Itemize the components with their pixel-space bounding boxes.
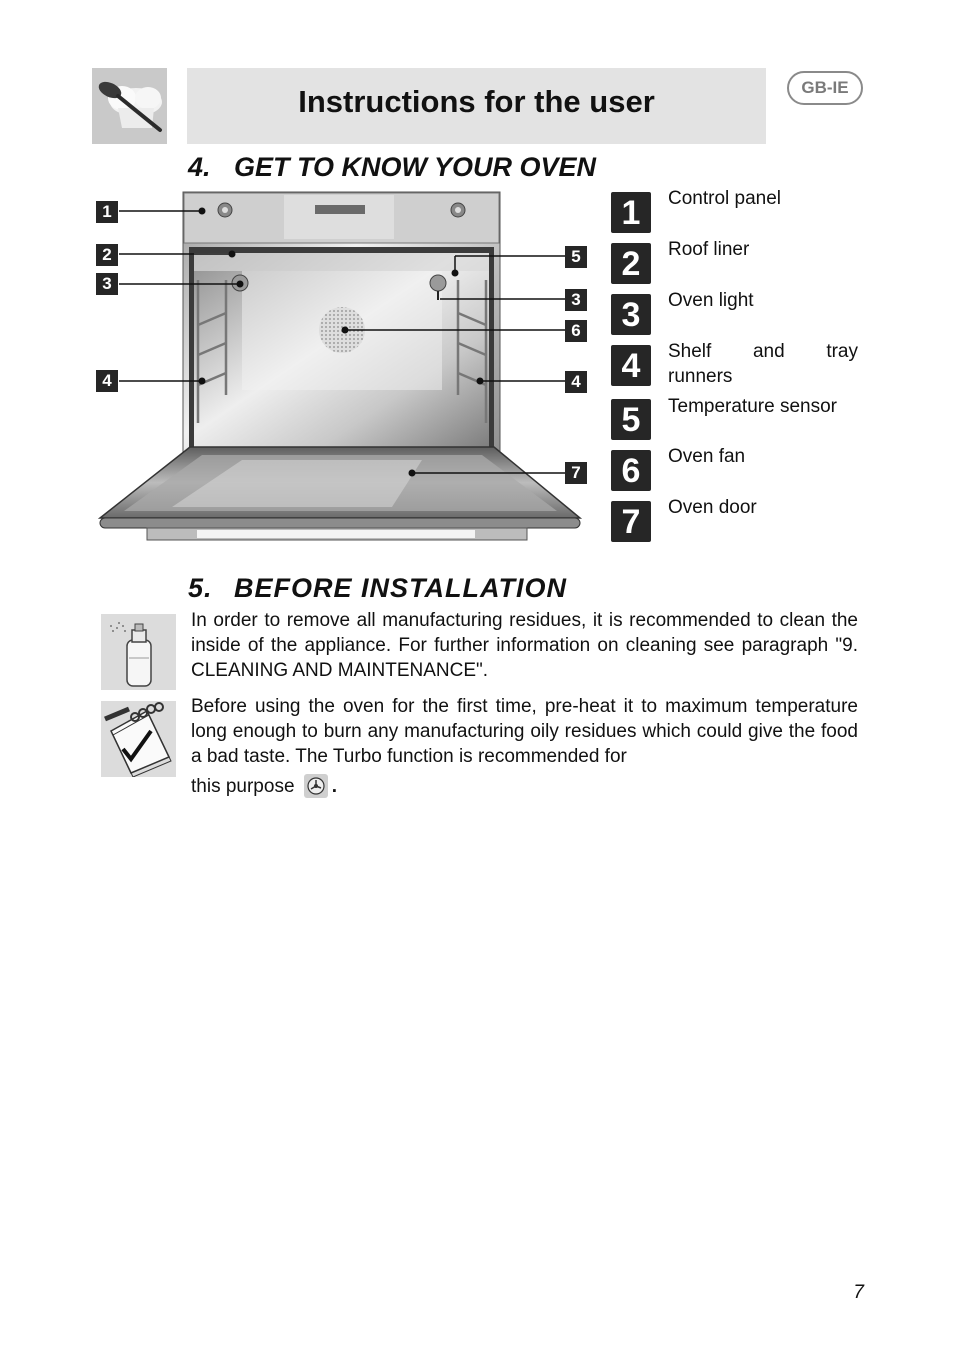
- legend-label-oven-door: Oven door: [668, 497, 757, 518]
- legend-number-1: 1: [611, 192, 651, 233]
- section-5-title: [188, 573, 567, 604]
- oven-diagram: [92, 185, 602, 545]
- callout-1: 1: [96, 201, 118, 223]
- legend-label-shelf-runners-line1: Shelf and tray: [668, 341, 858, 362]
- legend-label-oven-fan: Oven fan: [668, 446, 746, 467]
- callout-6: 6: [565, 320, 587, 342]
- legend-number-5: 5: [611, 399, 651, 440]
- chef-spoon-logo-icon: [92, 68, 167, 144]
- callout-7: 7: [565, 462, 587, 484]
- section-4-heading: GET TO KNOW YOUR OVEN: [234, 152, 597, 182]
- paragraph-preheat-period: .: [331, 776, 338, 797]
- paragraph-preheat-end-text: this purpose: [191, 776, 295, 797]
- callout-4-left: 4: [96, 370, 118, 392]
- legend-number-3: 3: [611, 294, 651, 335]
- notepad-check-icon: [101, 701, 176, 777]
- section-4-title: [188, 152, 596, 183]
- legend-label-roof-liner: Roof liner: [668, 239, 750, 260]
- callout-4-right: 4: [565, 371, 587, 393]
- callout-3-right: 3: [565, 289, 587, 311]
- section-5-heading: BEFORE INSTALLATION: [234, 573, 567, 603]
- section-5-number: 5.: [188, 573, 213, 603]
- callout-5: 5: [565, 246, 587, 268]
- language-badge: GB-IE: [787, 71, 863, 105]
- legend-label-control-panel: Control panel: [668, 188, 782, 209]
- spray-bottle-icon: [101, 614, 176, 690]
- legend-number-7: 7: [611, 501, 651, 542]
- legend-label-temperature-sensor: Temperature sensor: [668, 396, 837, 417]
- paragraph-preheat: Before using the oven for the first time, pre-heat it to maximum temperature long enough to burn any manufacturing oily residues which could give the food a bad taste. The Turbo function is recommended for: [191, 696, 858, 767]
- legend-label-shelf-runners-line2: runners: [668, 366, 733, 387]
- page-number: 7: [853, 1282, 864, 1303]
- callout-2: 2: [96, 244, 118, 266]
- legend-label-oven-light: Oven light: [668, 290, 754, 311]
- legend-number-4: 4: [611, 345, 651, 386]
- paragraph-cleaning: In order to remove all manufacturing residues, it is recommended to clean the inside of the appliance. For further information on cleaning see paragraph "9. CLEANING AND MAINTENANCE".: [191, 610, 858, 681]
- paragraph-preheat-end: [191, 774, 337, 799]
- callout-3-left: 3: [96, 273, 118, 295]
- turbo-fan-icon: [304, 774, 328, 798]
- section-4-number: 4.: [188, 152, 211, 182]
- legend-number-2: 2: [611, 243, 651, 284]
- legend-number-6: 6: [611, 450, 651, 491]
- page-title: Instructions for the user: [298, 84, 655, 119]
